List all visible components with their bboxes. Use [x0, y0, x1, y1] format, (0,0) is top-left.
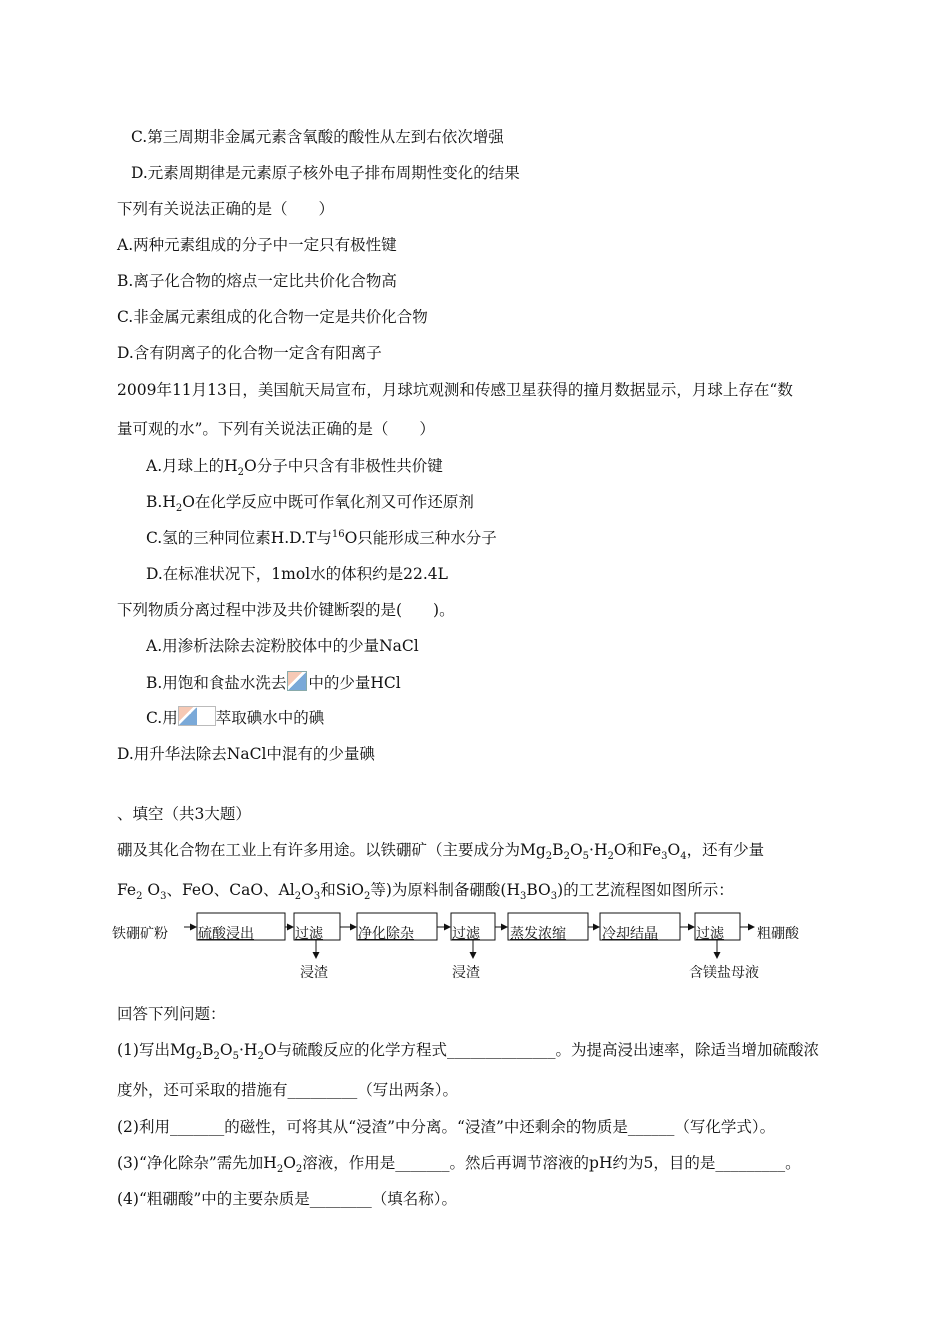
prev-option-d: D.元素周期律是元素原子核外电子排布周期性变化的结果	[131, 164, 520, 182]
q1-option-d: D.含有阴离子的化合物一定含有阳离子	[117, 344, 382, 362]
q4-part1-line1: (1)写出$Mg_2B_2O_5\cdot H_2O$与硫酸反应的化学方程式______________。为提高浸出速率，除适当增加硫酸浓	[117, 1041, 820, 1063]
flow-step2: 过滤	[295, 926, 323, 942]
q4-part1-line2: 度外，还可采取的措施有_________（写出两条）。	[117, 1081, 459, 1099]
q2-stem-line1: 2009年11月13日，美国航天局宣布，月球坑观测和传感卫星获得的撞月数据显示，月球上存在“数	[117, 381, 793, 399]
q2-option-c: C.氢的三种同位素H.D.T与$^{16}$O只能形成三种水分子	[146, 528, 497, 547]
flow-step7: 过滤	[696, 926, 724, 942]
flow-out2: 浸渣	[452, 965, 480, 981]
q3-stem: 下列物质分离过程中涉及共价键断裂的是( )。	[117, 601, 455, 619]
q2-option-b: $B.H_2O$在化学反应中既可作氧化剂又可作还原剂	[146, 493, 474, 515]
q1-option-b: B.离子化合物的熔点一定比共价化合物高	[117, 272, 397, 290]
broken-image-icon	[178, 706, 216, 726]
q4-intro-line2: $Fe_2$ $O_3$、FeO、CaO、$Al_2O_3$和SiO$_2$等)为原料制备硼酸$(H_3BO_3)$的工艺流程图如图所示：	[117, 881, 734, 903]
q4-part4: (4)“粗硼酸”中的主要杂质是________（填名称）。	[117, 1190, 458, 1208]
q1-option-a: A.两种元素组成的分子中一定只有极性键	[117, 236, 397, 254]
flow-step1: 硫酸浸出	[198, 926, 254, 942]
broken-image-icon	[287, 671, 307, 691]
q2-option-a: A.月球上的$H_2O$分子中只含有非极性共价键	[146, 457, 443, 479]
q2-stem-line2: 量可观的水”。下列有关说法正确的是（ ）	[117, 420, 435, 438]
q3-option-c: C.用 萃取碘水中的碘	[146, 706, 324, 728]
flow-step3: 净化除杂	[358, 926, 414, 942]
q1-stem: 下列有关说法正确的是（ ）	[117, 200, 335, 218]
q3-option-d: D.用升华法除去NaCl中混有的少量碘	[117, 745, 375, 763]
q3-option-a: A.用渗析法除去淀粉胶体中的少量NaCl	[146, 637, 419, 655]
q3-option-b: B.用饱和食盐水洗去 中的少量HCl	[146, 671, 401, 693]
flow-step5: 蒸发浓缩	[510, 926, 566, 942]
q2-option-d: D.在标准状况下，1mol水的体积约是22.4L	[146, 565, 448, 583]
flow-start: 铁硼矿粉	[112, 926, 168, 942]
process-flow-diagram	[112, 908, 812, 988]
flow-step4: 过滤	[452, 926, 480, 942]
q1-option-c: C.非金属元素组成的化合物一定是共价化合物	[117, 308, 428, 326]
flow-end: 粗硼酸	[757, 926, 799, 942]
q4-part3: (3)“净化除杂”需先加$H_2O_2$溶液，作用是_______。然后再调节溶液的pH约为5，目的是_________。	[117, 1154, 801, 1176]
prev-option-c: C.第三周期非金属元素含氧酸的酸性从左到右依次增强	[131, 128, 504, 146]
flow-out3: 含镁盐母液	[689, 965, 759, 981]
q4-intro-line1: 硼及其化合物在工业上有许多用途。以铁硼矿（主要成分为$Mg_2B_2O_5\cdot H_2O$和$Fe_3O_4$，还有少量	[117, 841, 765, 863]
flow-step6: 冷却结晶	[602, 926, 658, 942]
q4-part2: (2)利用_______的磁性，可将其从“浸渣”中分离。“浸渣”中还剩余的物质是______（写化学式）。	[117, 1118, 776, 1136]
q4-ask: 回答下列问题：	[117, 1005, 226, 1023]
section-title: 、填空（共3大题）	[117, 805, 251, 823]
flow-out1: 浸渣	[300, 965, 328, 981]
